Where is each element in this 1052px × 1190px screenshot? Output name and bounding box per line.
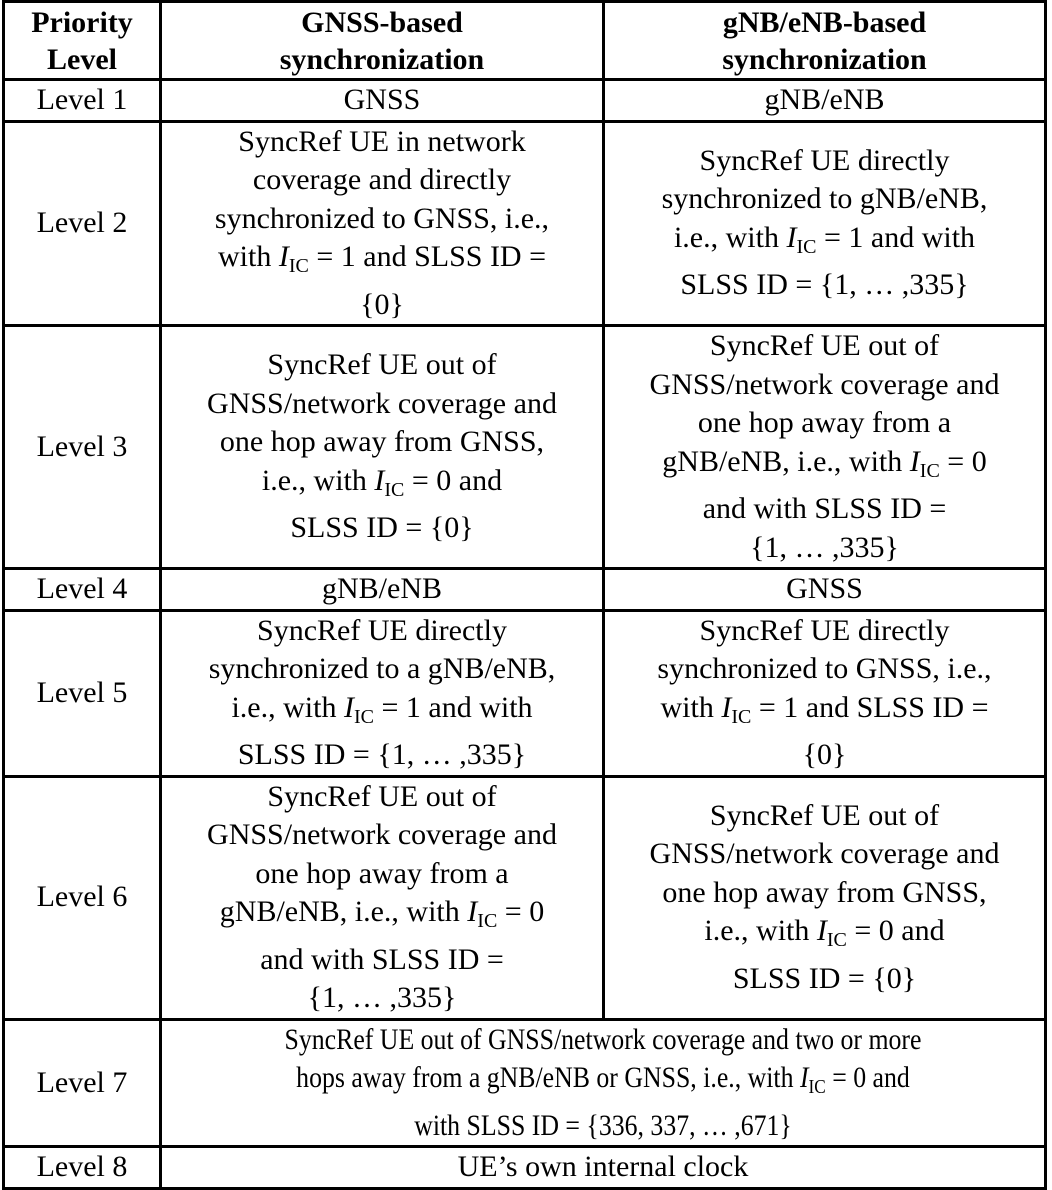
gnss-based-cell <box>161 326 604 569</box>
text-segment: i.e., with <box>673 220 787 254</box>
cell-line: UE’s own internal clock <box>457 1150 749 1183</box>
cell-line: and with SLSS ID = <box>702 492 947 525</box>
table-row <box>4 569 1046 611</box>
text-segment: with <box>217 240 279 273</box>
cell-line: GNSS/network coverage and <box>649 837 1000 871</box>
header-priority-level <box>4 2 161 80</box>
cell-line: synchronized to GNSS, i.e., <box>214 201 550 235</box>
priority-level-cell: Level 4 <box>4 569 161 611</box>
cell-line: GNSS/network coverage and <box>207 386 557 420</box>
gnb-based-cell <box>604 776 1046 1019</box>
cell-line: GNSS/network coverage and <box>649 367 1000 401</box>
math-variable: I <box>278 240 289 273</box>
header-line: Level <box>47 42 117 76</box>
gnss-based-cell <box>161 776 604 1019</box>
math-variable: I <box>343 690 354 724</box>
header-line: GNSS-based <box>301 5 463 39</box>
cell-line: one hop away from a <box>697 406 952 439</box>
header-gnb-based <box>604 2 1046 80</box>
header-line: gNB/eNB-based <box>722 5 927 39</box>
cell-line: synchronized to GNSS, i.e., <box>657 652 992 685</box>
cell-line: one hop away from GNSS, <box>219 425 545 459</box>
gnb-based-cell <box>604 121 1046 326</box>
gnb-based-cell <box>604 326 1046 569</box>
math-variable: I <box>374 463 385 497</box>
text-segment: = 0 and <box>404 463 503 497</box>
math-subscript: IC <box>808 1076 826 1098</box>
cell-line <box>611 219 1038 267</box>
text-segment: i.e., with <box>261 463 375 497</box>
priority-level-cell: Level 2 <box>4 121 161 326</box>
math-subscript: IC <box>384 478 405 501</box>
math-variable: I <box>799 1061 809 1094</box>
cell-line: SyncRef UE out of GNSS/network coverage and two or more <box>284 1022 922 1056</box>
header-row <box>4 2 1046 80</box>
text-segment: with <box>660 690 722 724</box>
table-row <box>4 326 1046 569</box>
priority-level-cell: Level 6 <box>4 776 161 1019</box>
cell-line <box>229 1059 977 1107</box>
cell-line: GNSS/network coverage and <box>207 818 557 851</box>
cell-line <box>611 443 1038 491</box>
table-row <box>4 1019 1046 1147</box>
cell-line: synchronized to a gNB/eNB, <box>208 652 556 685</box>
priority-level-cell: Level 1 <box>4 80 161 122</box>
cell-line: SyncRef UE directly <box>699 613 950 647</box>
math-variable: I <box>816 914 827 948</box>
table-row <box>4 121 1046 326</box>
table-row <box>4 1147 1046 1189</box>
gnss-based-cell <box>161 569 604 611</box>
cell-line <box>168 689 596 737</box>
gnss-based-cell <box>161 121 604 326</box>
cell-line: coverage and directly <box>252 163 512 196</box>
cell-line <box>168 893 596 941</box>
table-row <box>4 80 1046 122</box>
cell-line: SyncRef UE out of <box>267 348 497 382</box>
cell-line <box>611 912 1038 960</box>
gnb-based-cell <box>604 80 1046 122</box>
gnb-based-cell <box>604 569 1046 611</box>
text-segment: = 1 and SLSS ID = <box>308 240 547 273</box>
text-segment: gNB/eNB, i.e., with <box>662 444 910 478</box>
cell-line: SyncRef UE out of <box>709 329 940 362</box>
cell-line: synchronized to gNB/eNB, <box>661 182 988 216</box>
cell-line: GNSS <box>786 572 863 605</box>
math-variable: I <box>721 690 732 724</box>
math-subscript: IC <box>288 255 309 277</box>
math-subscript: IC <box>796 235 817 258</box>
merged-description-cell <box>161 1019 1046 1147</box>
cell-line <box>611 689 1038 737</box>
cell-line: SLSS ID = {1, … ,335} <box>237 738 527 771</box>
text-segment: = 0 <box>939 444 987 478</box>
text-segment: = 1 and with <box>373 690 533 724</box>
cell-line: SyncRef UE directly <box>257 613 507 647</box>
math-variable: I <box>467 895 478 928</box>
math-subscript: IC <box>353 705 374 728</box>
priority-level-cell: Level 5 <box>4 610 161 776</box>
text-segment: = 1 and SLSS ID = <box>751 690 989 724</box>
cell-line: SLSS ID = {0} <box>290 511 474 545</box>
cell-line: SLSS ID = {0} <box>732 961 917 995</box>
table-row <box>4 610 1046 776</box>
sync-priority-table <box>2 0 1047 1190</box>
cell-line: gNB/eNB <box>322 572 442 605</box>
text-segment: i.e., with <box>231 690 344 724</box>
cell-line: {0} <box>360 287 404 321</box>
text-segment: hops away from a gNB/eNB or GNSS, i.e., with <box>296 1061 800 1094</box>
text-segment: = 0 <box>497 895 545 928</box>
cell-line: SLSS ID = {1, … ,335} <box>680 268 969 302</box>
math-variable: I <box>909 444 920 478</box>
cell-line <box>168 462 596 510</box>
table-body <box>4 80 1046 1189</box>
header-line: synchronization <box>722 42 927 76</box>
cell-line: SyncRef UE out of <box>267 779 497 813</box>
gnss-based-cell <box>161 610 604 776</box>
priority-level-cell: Level 7 <box>4 1019 161 1147</box>
header-gnss-based <box>161 2 604 80</box>
cell-line <box>168 238 596 286</box>
cell-line: gNB/eNB <box>764 83 885 116</box>
cell-line: GNSS <box>343 83 421 116</box>
math-subscript: IC <box>477 910 498 932</box>
math-subscript: IC <box>826 929 847 952</box>
math-subscript: IC <box>731 705 752 728</box>
gnss-based-cell <box>161 80 604 122</box>
cell-line: one hop away from GNSS, <box>662 875 987 909</box>
cell-line: SyncRef UE out of <box>709 798 940 832</box>
text-segment: i.e., with <box>704 914 817 948</box>
cell-line: {1, … ,335} <box>750 530 899 564</box>
cell-line: SyncRef UE in network <box>238 124 526 158</box>
text-segment: = 1 and with <box>816 220 976 254</box>
header-line: synchronization <box>279 42 485 76</box>
header-line: Priority <box>31 5 133 39</box>
cell-line: one hop away from a <box>255 856 509 890</box>
text-segment: = 0 and <box>825 1061 910 1094</box>
cell-line: with SLSS ID = {336, 337, … ,671} <box>414 1108 792 1142</box>
cell-line: and with SLSS ID = <box>260 942 504 976</box>
priority-level-cell: Level 8 <box>4 1147 161 1189</box>
priority-level-cell: Level 3 <box>4 326 161 569</box>
cell-line: {1, … ,335} <box>307 981 457 1014</box>
math-variable: I <box>786 220 797 254</box>
text-segment: gNB/eNB, i.e., with <box>219 895 468 928</box>
math-subscript: IC <box>919 459 940 482</box>
text-segment: = 0 and <box>846 914 945 948</box>
table-row <box>4 776 1046 1019</box>
gnb-based-cell <box>604 610 1046 776</box>
cell-line: {0} <box>802 738 847 771</box>
cell-line: SyncRef UE directly <box>699 143 950 177</box>
merged-description-cell <box>161 1147 1046 1189</box>
